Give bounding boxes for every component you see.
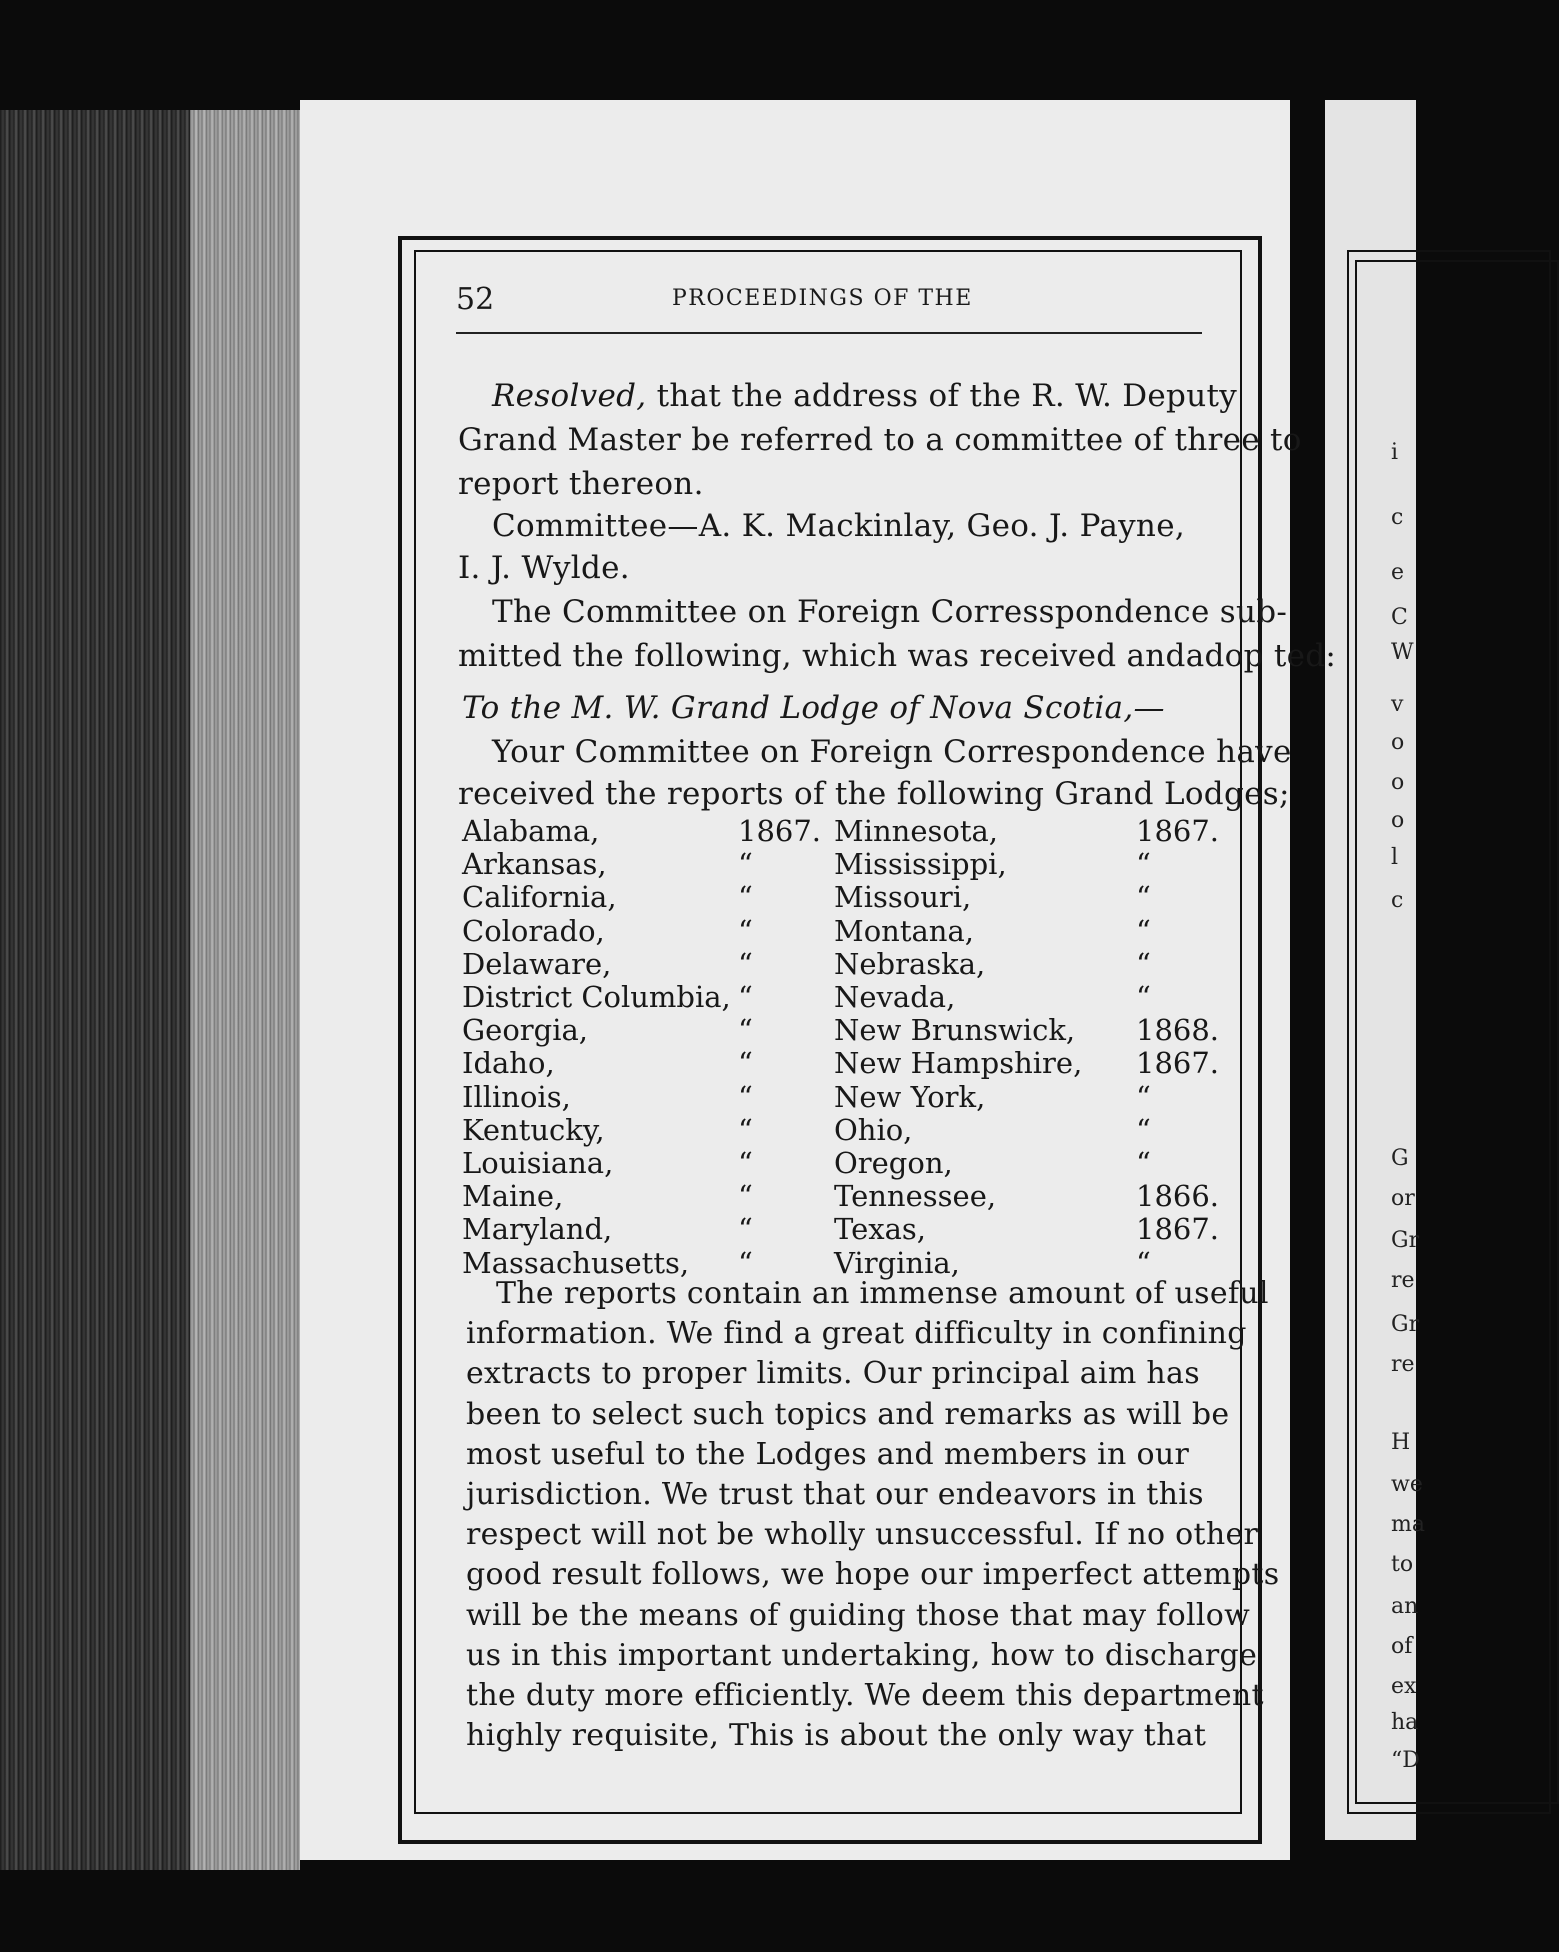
resolved-label: Resolved, [492,378,647,414]
next-page-fragment: l [1391,845,1399,870]
header-rule [456,332,1202,334]
running-head: PROCEEDINGS OF THE [672,286,973,311]
lodge-name: District Columbia, [462,980,731,1014]
next-page-fragment: c [1391,888,1404,913]
next-page-fragment: we [1391,1472,1423,1497]
resolution-line-3: report thereon. [458,466,704,502]
lodge-name: Arkansas, [462,847,607,882]
resolution-line-1 [492,378,1237,414]
lodge-report-year: 1867. [1136,1046,1220,1081]
lodge-name: Texas, [834,1212,926,1247]
committee-line-1: Committee—A. K. Mackinlay, Geo. J. Payne, [492,508,1185,544]
next-page-fragment: e [1391,560,1405,585]
lodge-report-year: “ [738,1013,753,1048]
body-line: highly requisite, This is about the only way that [466,1718,1207,1754]
next-page-fragment: of [1391,1634,1413,1659]
lodge-name: New York, [834,1079,986,1114]
resolution-line-2: Grand Master be referred to a committee of three to [458,422,1302,458]
next-page-fragment: re [1391,1268,1415,1293]
intro-line-2: mitted the following, which was received andadop ted: [458,638,1337,674]
body-line: us in this important undertaking, how to discharge [466,1637,1258,1673]
next-page-fragment: Gr [1391,1312,1420,1337]
body-line: information. We find a great difficulty in confining [466,1316,1247,1352]
lodge-name: California, [462,880,617,915]
lodge-report-year: 1867. [738,814,822,848]
page-number: 52 [456,282,495,317]
next-page-frame-inner [1355,260,1559,1804]
lodge-name: Louisiana, [462,1146,614,1180]
salutation [462,690,1165,726]
lodge-name: Nevada, [834,980,956,1014]
body-line: extracts to proper limits. Our principal aim has [466,1356,1200,1392]
body-line: good result follows, we hope our imperfect attempts [466,1557,1280,1593]
next-page-fragment: “D [1391,1748,1420,1773]
lodge-report-year: “ [1136,880,1151,915]
lodge-name: Illinois, [462,1079,571,1114]
lodge-name: Georgia, [462,1013,588,1048]
next-page-fragment: W [1391,640,1414,665]
lodge-name: Nebraska, [834,946,986,981]
lodge-name: Ohio, [834,1112,913,1147]
lodge-name: Minnesota, [834,814,998,848]
lodge-name: Missouri, [834,880,972,915]
next-page-fragment: o [1391,730,1405,755]
lodge-name: Maine, [462,1179,564,1214]
lodge-name: Massachusetts, [462,1245,690,1280]
body-line: the duty more efficiently. We deem this department [466,1678,1264,1713]
next-page-fragment: re [1391,1352,1415,1377]
lodge-name: Alabama, [462,814,600,848]
lodge-report-year: 1868. [1136,1013,1220,1048]
lodge-report-year: 1866. [1136,1179,1220,1214]
book-page-edges [0,110,300,1870]
next-page-fragment: an [1391,1594,1419,1619]
lodge-name: Idaho, [462,1046,555,1081]
lodge-name: New Hampshire, [834,1046,1083,1081]
lodge-report-year: “ [738,1212,753,1247]
next-page-fragment: ex [1391,1674,1417,1699]
next-page-fragment: to [1391,1552,1414,1577]
next-page-fragment: i [1391,440,1399,465]
lodge-report-year: “ [738,980,753,1014]
lodge-report-year: “ [1136,913,1151,948]
reports-intro-line-1: Your Committee on Foreign Correspondence have [492,734,1292,770]
resolution-text-1: that the address of the R. W. Deputy [656,378,1238,414]
lodge-name: Oregon, [834,1146,953,1180]
lodge-name: Tennessee, [834,1179,997,1214]
lodge-name: Delaware, [462,946,612,981]
lodge-name: Montana, [834,913,974,948]
lodge-report-year: “ [1136,980,1151,1014]
lodge-report-year: “ [738,946,753,981]
next-page-fragment: G [1391,1146,1409,1171]
lodge-report-year: “ [738,847,753,882]
lodge-report-year: “ [1136,847,1151,882]
lodge-report-year: “ [1136,1079,1151,1114]
lodge-report-year: “ [738,880,753,915]
salutation-text: To the M. W. Grand Lodge of Nova Scotia,— [462,690,1165,726]
next-page-fragment: C [1391,605,1408,630]
lodge-report-year: 1867. [1136,1212,1220,1247]
lodge-name: Mississippi, [834,847,1007,882]
lodge-report-year: “ [1136,1245,1151,1280]
lodge-report-year: “ [738,1179,753,1214]
body-line: most useful to the Lodges and members in our [466,1436,1190,1472]
lodge-report-year: “ [1136,946,1151,981]
lodge-report-year: “ [738,1146,753,1180]
lodge-name: Kentucky, [462,1112,605,1147]
lodge-report-year: “ [738,913,753,948]
body-line: The reports contain an immense amount of useful [496,1276,1269,1311]
next-page-fragment: or [1391,1186,1415,1211]
next-page-fragment: o [1391,770,1405,795]
next-page-fragment: c [1391,505,1404,530]
body-line: respect will not be wholly unsuccessful. If no other [466,1517,1259,1553]
body-line: been to select such topics and remarks as will be [466,1396,1230,1432]
body-line: jurisdiction. We trust that our endeavors in this [466,1477,1204,1512]
lodge-name: New Brunswick, [834,1013,1076,1048]
next-page-fragment: Gr [1391,1228,1420,1253]
lodge-report-year: “ [1136,1112,1151,1147]
lodge-report-year: “ [738,1245,753,1280]
lodge-report-year: “ [738,1079,753,1114]
body-line: will be the means of guiding those that may follow [466,1597,1251,1633]
lodge-report-year: “ [1136,1146,1151,1180]
next-page-fragment: H [1391,1430,1411,1455]
lodge-name: Virginia, [834,1245,960,1280]
lodge-name: Colorado, [462,913,605,948]
next-page-fragment: o [1391,808,1405,833]
reports-intro-line-2: received the reports of the following Grand Lodges; [458,776,1290,812]
lodge-report-year: “ [738,1046,753,1081]
lodge-name: Maryland, [462,1212,613,1247]
intro-line-1: The Committee on Foreign Corresspondence sub- [492,594,1288,630]
next-page-edge [1325,100,1425,1840]
next-page-fragment: v [1391,692,1404,717]
lodge-report-year: “ [738,1112,753,1147]
lodge-report-year: 1867. [1136,814,1220,848]
next-page-fragment: ha [1391,1710,1419,1735]
next-page-fragment: ma [1391,1512,1425,1537]
committee-line-2: I. J. Wylde. [458,550,630,586]
